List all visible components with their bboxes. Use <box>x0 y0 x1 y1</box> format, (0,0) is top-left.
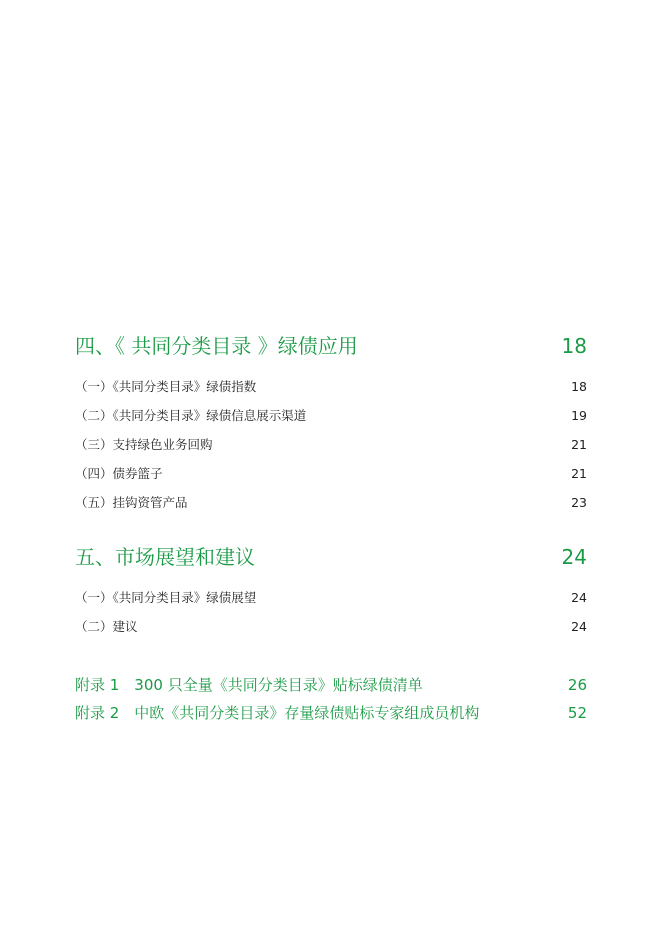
toc-section-4[interactable] <box>75 330 587 362</box>
toc-item-title: （三）支持绿色业务回购 <box>75 437 213 452</box>
appendix-spacer <box>75 641 587 671</box>
toc-item-page: 23 <box>571 495 587 510</box>
toc-item-page: 21 <box>571 437 587 452</box>
toc-section-title: 五、市场展望和建议 <box>75 545 255 569</box>
table-of-contents <box>75 330 587 727</box>
toc-item-title: （五）挂钩资管产品 <box>75 495 188 510</box>
toc-appendix-page: 26 <box>567 676 587 694</box>
toc-item-page: 19 <box>571 408 587 423</box>
toc-item-4-4[interactable] <box>75 459 587 488</box>
toc-section-title: 四、《 共同分类目录 》绿债应用 <box>75 334 358 358</box>
toc-item-5-1[interactable] <box>75 583 587 612</box>
toc-item-page: 21 <box>571 466 587 481</box>
toc-item-page: 24 <box>571 619 587 634</box>
section-spacer <box>75 517 587 541</box>
toc-item-4-1[interactable] <box>75 372 587 401</box>
toc-section-5[interactable] <box>75 541 587 573</box>
toc-item-4-3[interactable] <box>75 430 587 459</box>
section-gap <box>75 362 587 372</box>
toc-item-title: （一）《共同分类目录》绿债展望 <box>75 590 257 605</box>
toc-appendix-page: 52 <box>567 704 587 722</box>
toc-item-4-2[interactable] <box>75 401 587 430</box>
toc-item-title: （四）债券篮子 <box>75 466 163 481</box>
toc-item-5-2[interactable] <box>75 612 587 641</box>
toc-appendix-1[interactable] <box>75 671 587 699</box>
section-gap <box>75 573 587 583</box>
toc-appendix-2[interactable] <box>75 699 587 727</box>
toc-item-title: （一）《共同分类目录》绿债指数 <box>75 379 257 394</box>
toc-appendix-title: 附录 2 中欧《共同分类目录》存量绿债贴标专家组成员机构 <box>75 704 480 722</box>
toc-item-page: 24 <box>571 590 587 605</box>
toc-item-title: （二）建议 <box>75 619 138 634</box>
toc-item-page: 18 <box>571 379 587 394</box>
toc-item-title: （二）《共同分类目录》绿债信息展示渠道 <box>75 408 307 423</box>
toc-section-page: 18 <box>561 334 587 358</box>
toc-appendix-title: 附录 1 300 只全量《共同分类目录》贴标绿债清单 <box>75 676 423 694</box>
toc-item-4-5[interactable] <box>75 488 587 517</box>
toc-section-page: 24 <box>561 545 587 569</box>
